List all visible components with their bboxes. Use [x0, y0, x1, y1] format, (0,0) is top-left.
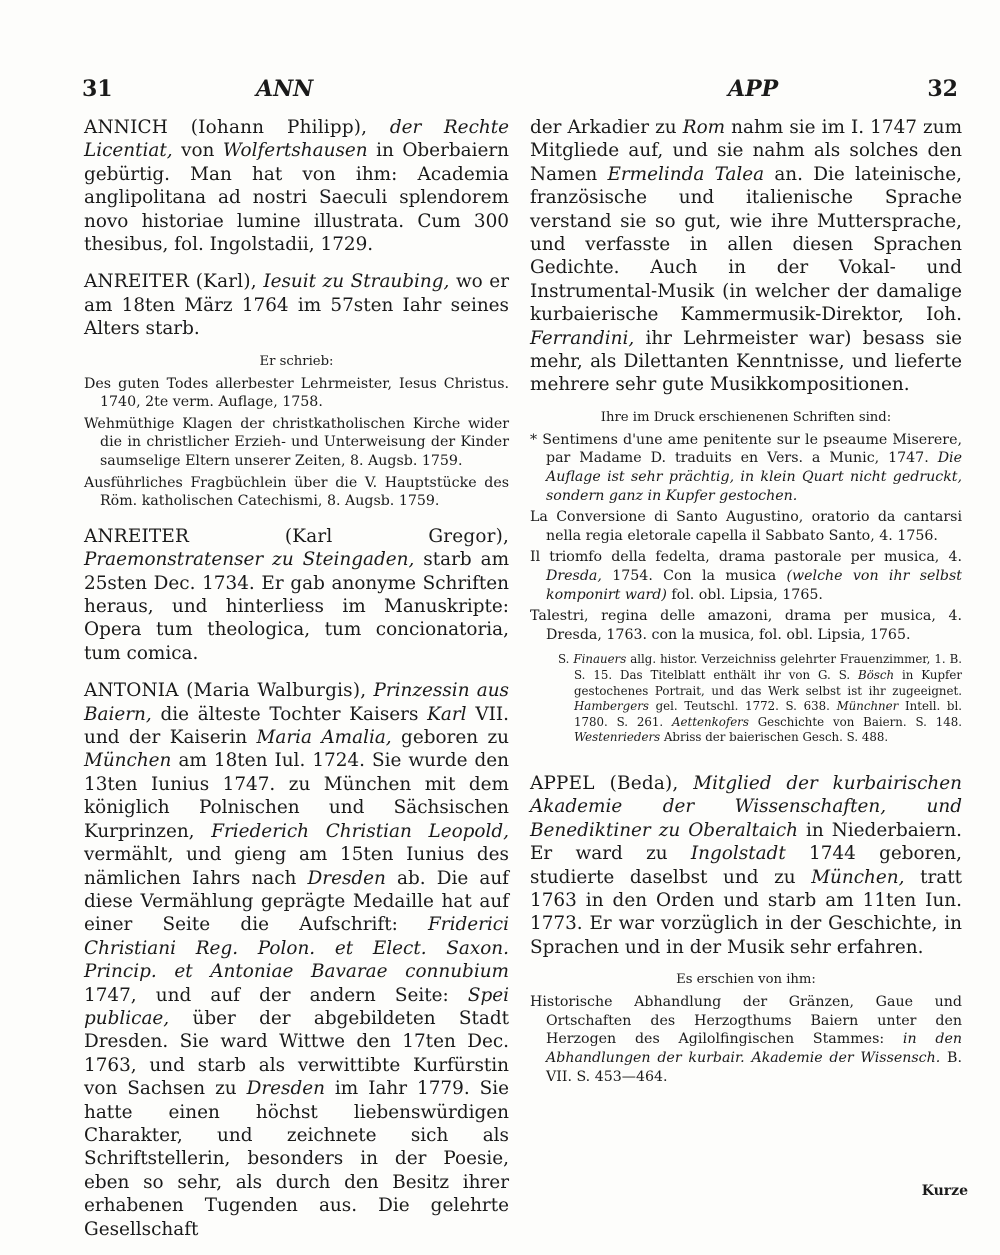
entry-lemma: ANTONIA (Maria Walburgis),: [84, 680, 367, 702]
right-column: [530, 116, 962, 1094]
entry-lemma: APPEL (Beda),: [530, 772, 679, 794]
text-run: Historische Abhandlung der Gränzen, Gaue und Ortschaften des Herzogthums Baiern unter den Herzogen des Agilolfingischen Stammes:: [530, 994, 962, 1048]
text-run: über der abgebildeten Stadt Dresden. Sie ward Wittwe den 17ten Dec. 1763, und starb als verwittibte Kurfürstin von Sachsen zu: [84, 1007, 509, 1100]
italic-text: Aettenkofers: [672, 714, 749, 729]
text-run: nahm sie im I. 1747 zum Mitgliede auf, und sie nahm als solches den Namen: [530, 117, 963, 185]
italic-text: Friederich Christian Leopold,: [211, 820, 509, 842]
italic-text: Ermelinda Talea: [607, 163, 765, 185]
text-run: 1754. Con la musica: [601, 568, 787, 585]
text-run: in Oberbaiern gebürtig. Man hat von ihm: Academia anglipolitana ad nostri Saeculi splendorem novo historiae lumine illustrata. Cum 300 thesibus, fol. Ingolstadii, 1729.: [84, 140, 509, 256]
italic-text: Prinzessin aus Baiern,: [84, 680, 509, 725]
italic-text: Wolfertshausen: [222, 140, 368, 162]
bibliographic-reference: [558, 652, 962, 746]
italic-text: München: [84, 750, 172, 772]
italic-text: (welche von ihr selbst komponirt ward): [546, 568, 962, 603]
work-item: Wehmüthige Klagen der christkatholischen Kirche wider die in christlicher Erzieh- und Unterweisung der Kinder saumselige Eltern unserer Zeiten, 8. Augsb. 1759.: [84, 415, 509, 470]
right-page-number: 32: [927, 76, 958, 102]
works-heading: Es erschien von ihm:: [676, 972, 816, 988]
text-run: S.: [558, 652, 574, 667]
text-run: Abriss der baierischen Gesch. S. 488.: [660, 730, 889, 745]
text-run: im Iahr 1779. Sie hatte einen höchst liebenswürdigen Charakter, und zeichnete sich als Schriftstellerin, besonders in der Poesie, eben so sehr, als durch den Besitz ihrer erhabenen Tugenden aus. Die gelehrte Gesellschaft: [84, 1078, 509, 1240]
text-run: La Conversione di Santo Augustino, oratorio da cantarsi nella regia eletorale capella il Sabbato Santo, 4. 1756.: [530, 509, 962, 544]
entry-lemma: ANREITER (Karl),: [84, 271, 257, 293]
works-heading: Er schrieb:: [259, 353, 334, 369]
text-run: B. VII. S. 453—464.: [546, 1050, 962, 1085]
works-list: [84, 375, 509, 511]
bottom-catchword: Kurze: [921, 1183, 968, 1199]
text-run: in Kupfer gestochenes Portrait, und das Werk selbst ist ihr zugeeignet.: [574, 668, 962, 698]
italic-text: Dresda,: [546, 568, 602, 585]
text-run: vermählt, und gieng am 15ten Iunius des nämlichen Iahrs nach: [84, 844, 509, 889]
entry-lemma: ANNICH (Iohann Philipp),: [84, 117, 368, 138]
text-run: Il triomfo della fedelta, drama pastorale per musica, 4.: [530, 549, 962, 566]
italic-text: Ingolstadt: [690, 843, 786, 865]
entry-text: [530, 117, 962, 395]
italic-text: Die Auflage ist sehr prächtig, in klein Quart nicht gedruckt, sondern ganz in Kupfer gestochen.: [546, 450, 962, 504]
text-run: [678, 773, 693, 794]
text-run: die älteste Tochter Kaisers: [151, 703, 428, 725]
text-run: am 18ten Iul. 1724. Sie wurde den 13ten Iunius 1747. zu München mit dem königlich Polnischen und Sächsischen Kurprinzen,: [84, 750, 509, 842]
italic-text: in den Abhandlungen der kurbair. Akademie der Wissensch.: [546, 1031, 962, 1066]
entry-appel: [530, 772, 962, 959]
text-run: in Niederbaiern. Er ward zu: [530, 819, 962, 865]
italic-text: Friderici Christiani Reg. Polon. et Elect. Saxon. Princip. et Antoniae Bavarae connubium: [84, 914, 509, 983]
text-run: 1744 geboren, studierte daselbst und zu: [530, 843, 962, 888]
entry-text: [530, 773, 962, 958]
italic-text: der Rechte Licentiat,: [84, 117, 509, 162]
text-run: 1747, und auf der andern Seite:: [84, 984, 468, 1006]
italic-text: Ferrandini,: [530, 327, 635, 349]
text-run: starb am 25sten Dec. 1734. Er gab anonyme Schriften heraus, und hinterliess im Manuskripte: Opera tum theologica, tum concionatoria, tum comica.: [84, 549, 510, 664]
entry-text: [84, 680, 509, 1239]
work-item: [530, 431, 962, 505]
italic-text: Mitglied der kurbairischen Akademie der Wissenschaften, und Benediktiner zu Oberaltaich: [530, 772, 962, 841]
text-run: wo er am 18ten März 1764 im 57sten Iahr seines Alters starb.: [84, 271, 509, 340]
works-list: [530, 993, 962, 1086]
text-run: allg. histor. Verzeichniss gelehrter Frauenzimmer, 1. B. S. 15. Das Titelblatt enthält ihr von G. S.: [574, 652, 962, 682]
text-run: Geschichte von Baiern. S. 148.: [748, 714, 962, 729]
italic-text: Dresden: [246, 1078, 325, 1100]
work-item: [530, 548, 962, 604]
italic-text: Hambergers: [574, 699, 649, 714]
entry-antonia: [84, 679, 509, 1241]
left-running-head: ANN: [256, 76, 314, 102]
text-run: * Sentimens d'une ame penitente sur le pseaume Miserere, par Madame D. traduits en Vers. a Munic, 1747.: [530, 431, 962, 467]
text-run: [367, 117, 390, 138]
italic-text: Münchner: [836, 699, 899, 714]
italic-text: Dresden: [307, 867, 386, 889]
left-column: [84, 116, 509, 1250]
italic-text: Maria Amalia,: [256, 727, 392, 749]
work-item: [530, 508, 962, 545]
italic-text: Westenrieders: [574, 730, 661, 745]
italic-text: Finauers: [573, 652, 627, 667]
italic-text: Iesuit zu Straubing,: [263, 271, 450, 293]
italic-text: Spei publicae,: [84, 984, 509, 1029]
work-item: [530, 993, 962, 1086]
entry-annich: [84, 116, 509, 256]
work-item: Des guten Todes allerbester Lehrmeister, Iesus Christus. 1740, 2te verm. Auflage, 1758.: [84, 375, 509, 411]
italic-text: Bösch: [858, 668, 895, 682]
text-run: Talestri, regina delle amazoni, drama per musica, 4. Dresda, 1763. con la musica, fol. obl. Lipsia, 1765.: [530, 608, 962, 643]
text-run: geboren zu: [391, 727, 509, 749]
text-run: fol. obl. Lipsia, 1765.: [666, 586, 823, 603]
entry-anreiter-karl: [84, 270, 509, 340]
text-run: VII. und der Kaiserin: [84, 703, 509, 749]
work-item: Ausführliches Fragbüchlein über die V. Hauptstücke des Röm. katholischen Catechismi, 8. Augsb. 1759.: [84, 474, 509, 510]
work-item: [530, 607, 962, 644]
italic-text: München,: [811, 866, 905, 888]
italic-text: Praemonstratenser zu Steingaden,: [84, 549, 415, 571]
right-running-head: APP: [728, 76, 779, 102]
works-list: [530, 431, 962, 645]
text-run: an. Die lateinische, französische und italienische Sprache verstand sie so gut, wie ihre Muttersprache, und verfasste in allen diesen Sprachen Gedichte. Auch in der Vokal- und Instrumental-Musik (in welcher der damalige kurbaierische Kammermusik-Direktor, Ioh.: [530, 163, 962, 326]
italic-text: Rom: [682, 117, 726, 138]
italic-text: Karl: [427, 703, 467, 725]
entry-lemma: ANREITER (Karl Gregor),: [84, 525, 509, 547]
left-page-number: 31: [82, 76, 113, 102]
text-run: ab. Die auf diese Vermählung geprägte Medaille hat auf einer Seite die Aufschrift:: [84, 867, 509, 936]
text-run: Intell. bl. 1780. S. 261.: [574, 699, 962, 729]
entry-text: [84, 549, 509, 664]
text-run: tratt 1763 in den Orden und starb am 11ten Iun. 1773. Er war vorzüglich in der Geschichte, in Sprachen und in der Musik sehr erfahren.: [530, 866, 962, 958]
entry-anreiter-karl-gregor: [84, 525, 509, 665]
text-run: der Arkadier zu: [530, 117, 683, 138]
text-run: von: [172, 140, 223, 162]
works-heading: Ihre im Druck erschienenen Schriften sind:: [600, 409, 892, 425]
text-run: ihr Lehrmeister war) besass sie mehr, als Dilettanten Kenntnisse, und lieferte mehrere sehr gute Musikkompositionen.: [530, 327, 962, 396]
text-run: gel. Teutschl. 1772. S. 638.: [648, 699, 837, 714]
entry-antonia-continued: [530, 116, 962, 397]
